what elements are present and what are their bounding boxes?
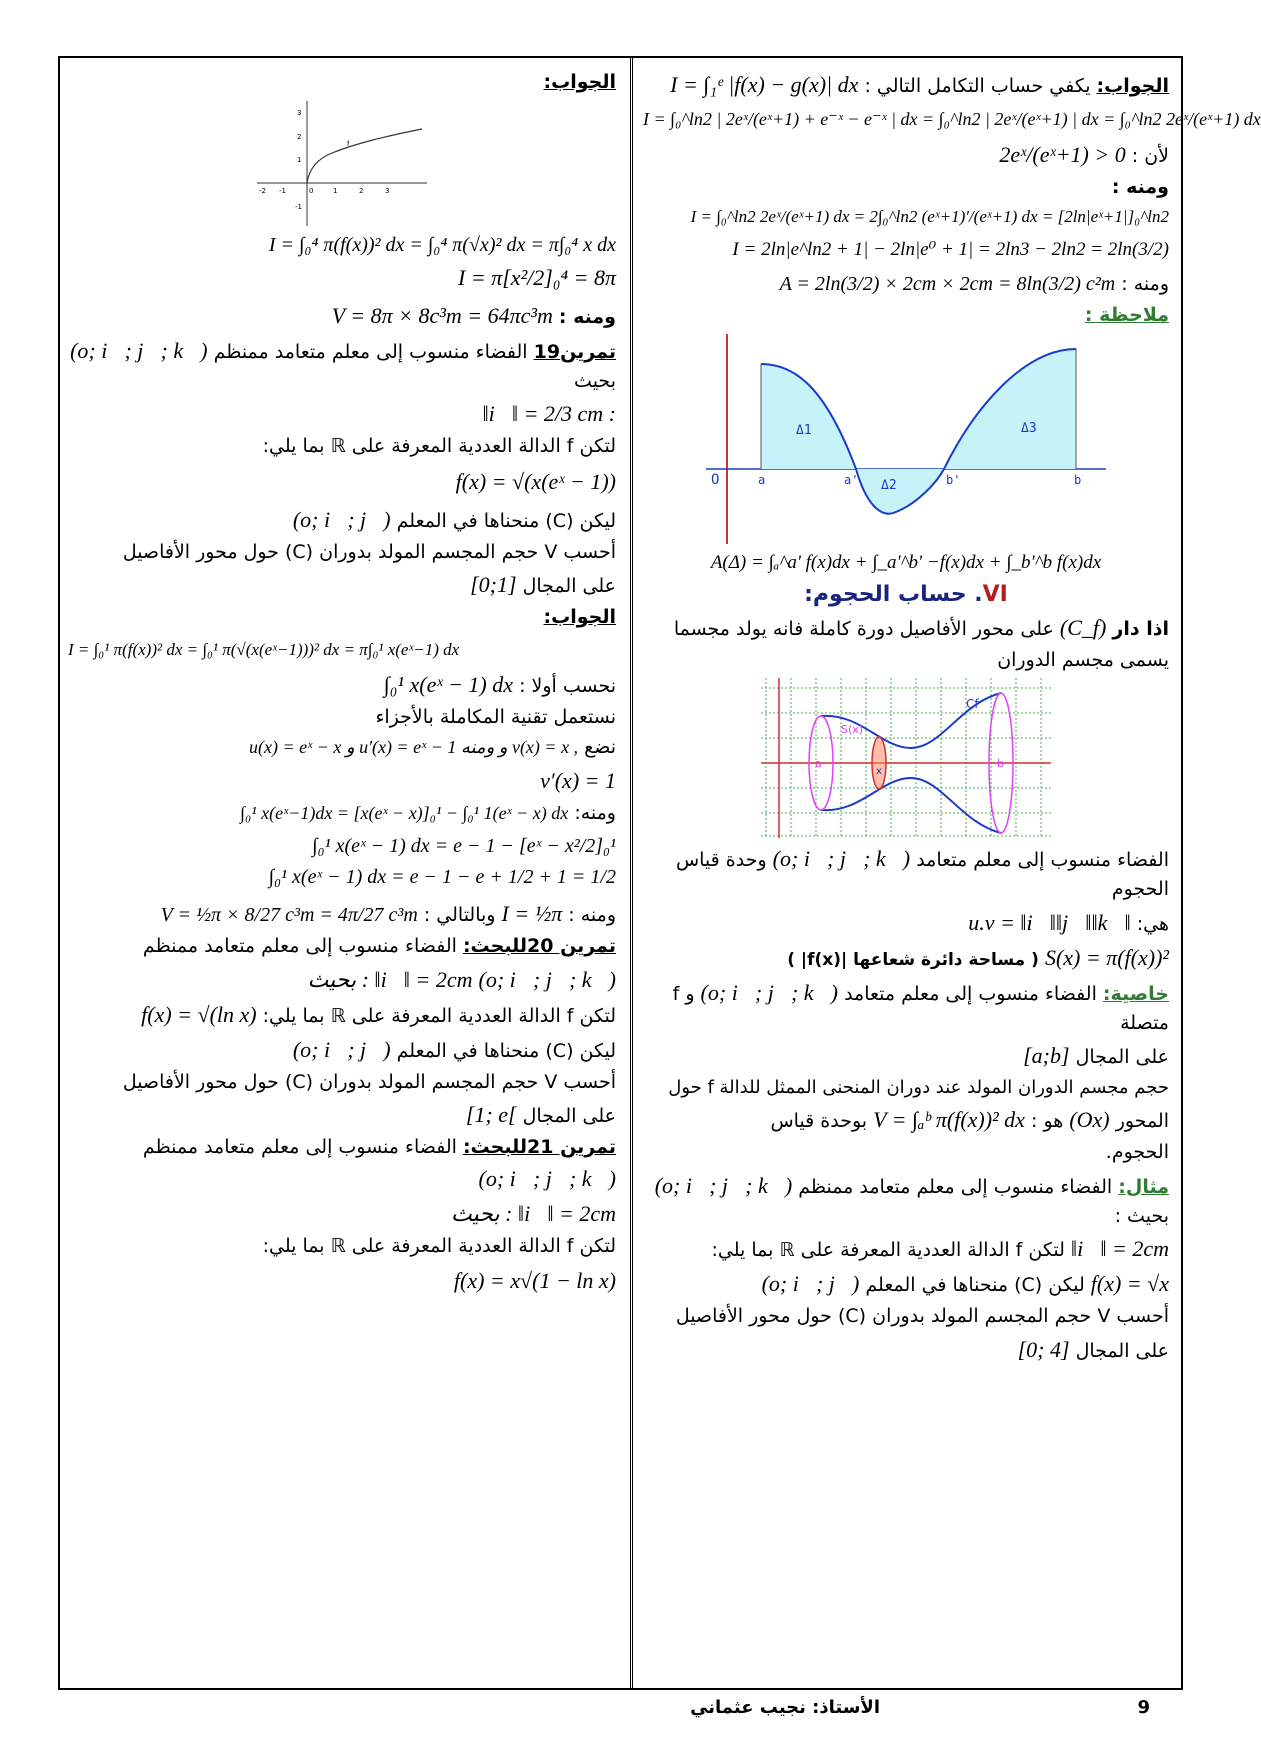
mini-curve-label: f	[347, 139, 350, 148]
ex19-text: الفضاء منسوب إلى معلم متعامد ممنظم	[213, 340, 528, 363]
ex21-frame: (o; i⃗; j⃗; k⃗)	[478, 1165, 616, 1191]
example-unit-line	[643, 1232, 1169, 1265]
disk-area-label: ( مساحة دائرة شعاعها |f(x)| )	[787, 949, 1039, 970]
left-therefore-line	[68, 299, 616, 332]
eq3: I = ∫₀^ln2 2eˣ/(eˣ+1) dx = 2∫₀^ln2 (eˣ+1)′/(eˣ+1) dx = [2ln|eˣ+1|]₀^ln2	[690, 206, 1169, 226]
property-line	[643, 976, 1169, 1038]
figure-label-cf: Cf	[966, 697, 979, 711]
ex19-first-compute: نحسب أولا :	[519, 674, 616, 697]
ex19-such-that: بحيث	[574, 369, 616, 392]
area-formula: A(Δ) = ∫ₐ^a' f(x)dx + ∫_a'^b' −f(x)dx + ∫_b'^b f(x)dx	[710, 551, 1102, 573]
left-eq2: I = π[x²/2]₀⁴ = 8π	[458, 264, 616, 290]
ex20-frame2: (o; i⃗; j⃗)	[292, 1036, 391, 1062]
area-graph	[706, 334, 1106, 544]
ex21-f: f(x) = x√(1 − ln x)	[453, 1268, 616, 1293]
ex20-frame: (o; i⃗; j⃗; k⃗)	[478, 966, 616, 992]
because-label: لأن :	[1131, 145, 1169, 167]
ex19-interval: [0;1]	[470, 572, 517, 597]
section-title-row: VI. حساب الحجوم:	[804, 581, 1008, 607]
page-number: 9	[1137, 1697, 1150, 1718]
author: الأستاذ: نجيب عثماني	[690, 1697, 880, 1718]
rotation-line2: يسمى مجسم الدوران	[997, 648, 1169, 671]
sqrt-mini-graph	[257, 101, 427, 226]
example-f-line	[643, 1267, 1169, 1300]
ex19-eq-d: ∫₀¹ x(eˣ − 1) dx = e − 1 − e + 1/2 + 1 = 1/2	[268, 866, 616, 888]
therefore-line	[643, 173, 1169, 230]
ex20-line	[68, 932, 616, 961]
area-label: ومنه :	[1121, 273, 1169, 295]
ex19-frame: (o; i⃗; j⃗; k⃗)	[70, 337, 208, 363]
ex21-line	[68, 1133, 616, 1195]
ex19-first-line	[68, 668, 616, 701]
unit-text: وحدة قياس الحجوم	[675, 849, 1169, 900]
ex19-interval-line	[68, 568, 616, 601]
ex19-let-f: لتكن f الدالة العددية المعرفة على ℝ بما يلي:	[262, 435, 616, 457]
example-compute: أحسب V حجم المجسم المولد بدوران (C) حول محور الأفاصيل	[675, 1305, 1169, 1327]
ex20-let-c: ليكن (C) منحناها في المعلم	[396, 1039, 616, 1062]
interval-ab-line	[643, 1039, 1169, 1072]
ex19-label: تمرين19	[533, 340, 616, 363]
label-delta2: Δ2	[881, 477, 897, 493]
ex19-compute: أحسب V حجم المجسم المولد بدوران (C) حول محور الأفاصيل	[122, 540, 616, 563]
ex19-eq-e: I = ½π	[501, 901, 563, 926]
volumes-word: الحجوم.	[1105, 1141, 1169, 1163]
region-delta3	[944, 349, 1076, 469]
footer	[60, 1697, 1180, 1729]
eq5: A = 2ln(3/2) × 2cm × 2cm = 8ln(3/2) c²m	[779, 273, 1116, 295]
if-label: اذا دار	[1112, 617, 1169, 640]
mini-y2: 2	[297, 132, 302, 141]
uv-eq: u.v = ‖i⃗‖‖j⃗‖‖k⃗‖	[968, 909, 1131, 935]
ex19-answer-line	[68, 603, 616, 632]
ex21-label: تمرين 21للبحث:	[462, 1136, 616, 1158]
note-line	[643, 301, 1169, 330]
ex20-interval: [1; e[	[465, 1102, 517, 1127]
ex19-answer-label: الجواب:	[543, 606, 616, 628]
ex19-line	[68, 334, 616, 396]
property-frame: (o; i⃗; j⃗; k⃗)	[700, 979, 839, 1005]
sx-line	[643, 941, 1169, 974]
ex20-on-interval: على المجال	[522, 1105, 616, 1127]
label-b: b	[1074, 472, 1082, 487]
example-let-c: ليكن (C) منحناها في المعلم	[865, 1274, 1085, 1296]
and-f-continuous: و f متصلة	[672, 982, 1169, 1034]
ex21-text: الفضاء منسوب إلى معلم متعامد ممنظم	[142, 1136, 457, 1158]
ex19-and-so: وبالتالي :	[423, 904, 496, 926]
note-label: ملاحظة :	[1084, 304, 1169, 326]
is-label: هي:	[1136, 912, 1169, 935]
mini-x3: 3	[385, 186, 390, 195]
figure-label-a: a	[815, 757, 822, 770]
answer1-label: الجواب:	[1096, 75, 1169, 97]
ex19-eq-b: ∫₀¹ x(eˣ−1)dx = [x(eˣ − x)]₀¹ − ∫₀¹ 1(eˣ − x) dx	[240, 802, 569, 823]
ex19-eq-c: ∫₀¹ x(eˣ − 1) dx = e − 1 − [eˣ − x²/2]₀¹	[312, 835, 616, 857]
figure-section-disk	[872, 737, 886, 789]
volume-def-line: حجم مجسم الدوران المولد عند دوران المنحنى الممثل للدالة f حول	[668, 1077, 1169, 1098]
left-answer-line	[68, 68, 616, 97]
cf-symbol: (C_f)	[1059, 614, 1107, 640]
space-line	[643, 842, 1169, 904]
ex19-final-line	[68, 897, 616, 930]
ex19-frame2: (o; i⃗; j⃗)	[292, 506, 391, 532]
ex19-vprime: v′(x) = 1	[540, 767, 616, 793]
mini-x0: 0	[309, 186, 314, 195]
example-unit: ‖i⃗‖ = 2cm	[1070, 1236, 1169, 1261]
mini-curve	[307, 129, 422, 183]
ex20-f: f(x) = √(ln x)	[141, 1001, 257, 1027]
section-title: حساب الحجوم:	[804, 581, 967, 607]
example-label: مثال:	[1118, 1175, 1169, 1198]
eq2: I = ∫₀^ln2 | 2eˣ/(eˣ+1) + e⁻ˣ − e⁻ˣ | dx = ∫₀^ln2 | 2eˣ/(eˣ+1) | dx = ∫₀^ln2 2eˣ/(eˣ+1) dx	[643, 109, 1261, 129]
example-such-that: بحيث :	[1114, 1204, 1169, 1227]
mini-y3: 3	[297, 108, 302, 117]
ex19-therefore2: ومنه:	[574, 801, 616, 824]
label-a: a	[758, 472, 766, 487]
interval-ab: [a;b]	[1023, 1043, 1070, 1068]
label-a-prime: a'	[844, 472, 859, 487]
example-interval-line	[643, 1333, 1169, 1366]
answer1-eq: I = ∫₁ᵉ |f(x) − g(x)| dx	[670, 72, 859, 97]
ex19-on-interval: على المجال	[522, 575, 616, 597]
axis-text: المحور	[1115, 1110, 1169, 1132]
mini-x1: 1	[333, 186, 338, 195]
region-delta1	[761, 364, 856, 469]
mini-ym1: -1	[295, 202, 302, 211]
example-f: f(x) = √x	[1090, 1271, 1169, 1296]
ex20-f-line	[68, 998, 616, 1031]
frame3: (o; i⃗; j⃗; k⃗)	[772, 846, 911, 871]
figure-label-x: x	[876, 766, 882, 777]
ex19-vprime-line	[68, 764, 616, 797]
example-frame: (o; i⃗; j⃗; k⃗)	[654, 1172, 793, 1198]
example-let-f: لتكن f الدالة العددية المعرفة على ℝ بما يلي:	[711, 1239, 1065, 1261]
label-delta1: Δ1	[796, 422, 812, 438]
figure-label-sx: S(x)	[841, 723, 864, 736]
graph-y-axis	[726, 334, 728, 544]
ex20-text: الفضاء منسوب إلى معلم متعامد ممنظم	[142, 935, 457, 957]
region-delta2	[856, 469, 944, 514]
ex20-let-c-line	[68, 1033, 616, 1066]
rotation-line	[643, 611, 1169, 644]
ex19-let-c-line	[68, 503, 616, 536]
ex20-unit: بحيث : ‖i⃗‖ = 2cm	[307, 966, 473, 992]
ex21-unit-line	[68, 1197, 616, 1230]
left-therefore-label: ومنه :	[558, 305, 616, 328]
ex19-unit-line	[68, 397, 616, 430]
ex19-let-c: ليكن (C) منحناها في المعلم	[396, 509, 616, 532]
example-on-interval: على المجال	[1075, 1339, 1169, 1362]
ex19-parts-eq: u(x) = eˣ − x و u′(x) = eˣ − 1 و ومنه v(x) = x ,	[249, 737, 579, 757]
figure-label-b: b	[997, 757, 1004, 770]
ex20-interval-line	[68, 1098, 616, 1131]
ex21-unit: بحيث : ‖i⃗‖ = 2cm	[451, 1200, 616, 1226]
property-text: الفضاء منسوب إلى معلم متعامد	[844, 982, 1097, 1005]
left-eq3: V = 8π × 8c³m = 64πc³m	[331, 302, 553, 328]
uv-line	[643, 906, 1169, 939]
volume-unit: بوحدة قياس	[770, 1110, 868, 1132]
figure-lower-curve	[821, 778, 1001, 833]
left-eq1: I = ∫₀⁴ π(f(x))² dx = ∫₀⁴ π(√x)² dx = π∫₀⁴ x dx	[268, 233, 616, 256]
rotation-text: على محور الأفاصيل دورة كاملة فانه يولد مجسما	[673, 617, 1054, 640]
because-eq: 2eˣ/(eˣ+1) > 0	[999, 142, 1126, 167]
is-text: هو :	[1031, 1110, 1064, 1132]
solid-of-revolution-figure	[761, 678, 1051, 838]
ex19-eq-f: V = ½π × 8/27 c³m = 4π/27 c³m	[160, 904, 418, 926]
label-b-prime: b'	[946, 472, 961, 487]
example-line	[643, 1169, 1169, 1231]
ex20-let-f: لتكن f الدالة العددية المعرفة على ℝ بما يلي:	[262, 1004, 616, 1027]
ex19-eq-a: I = ∫₀¹ π(f(x))² dx = ∫₀¹ π(√(x(eˣ−1)))² dx = π∫₀¹ x(eˣ−1) dx	[68, 639, 460, 659]
ex19-parts-line	[68, 733, 616, 762]
example-frame2: (o; i⃗; j⃗)	[761, 1271, 860, 1296]
on-interval-label: على المجال	[1075, 1046, 1169, 1068]
volume-eq: V = ∫ₐᵇ π(f(x))² dx	[873, 1107, 1025, 1132]
space-text: الفضاء منسوب إلى معلم متعامد	[916, 849, 1169, 871]
ex19-first-eq: ∫₀¹ x(eˣ − 1) dx	[383, 671, 514, 697]
therefore-label: ومنه :	[1111, 176, 1169, 198]
ex19-therefore3: ومنه :	[568, 904, 616, 926]
ex19-set-text: نضع	[584, 736, 616, 758]
eq4: I = 2ln|e^ln2 + 1| − 2ln|e⁰ + 1| = 2ln3 − 2ln2 = 2ln(3/2)	[732, 239, 1169, 260]
label-origin: O	[711, 471, 720, 488]
ex19-parts-text: نستعمل تقنية المكاملة بالأجزاء	[375, 705, 616, 728]
answer1-line	[643, 68, 1169, 101]
ox-symbol: (Ox)	[1069, 1107, 1110, 1132]
area-line	[643, 269, 1169, 299]
ex20-compute: أحسب V حجم المجسم المولد بدوران (C) حول محور الأفاصيل	[122, 1070, 616, 1093]
volume-eq-line	[643, 1103, 1169, 1136]
ex20-label: تمرين 20للبحث:	[462, 935, 616, 957]
sx-eq: S(x) = π(f(x))²	[1044, 944, 1169, 970]
example-interval: [0; 4]	[1017, 1336, 1070, 1362]
mini-xm2: -2	[259, 186, 266, 195]
section-number: VI	[982, 581, 1008, 607]
mini-xm1: -1	[279, 186, 286, 195]
mini-y1: 1	[297, 155, 302, 164]
left-column	[60, 58, 628, 1688]
right-column	[630, 58, 1261, 1688]
property-label: خاصية:	[1102, 982, 1169, 1005]
ex19-therefore2-line	[68, 799, 616, 828]
answer1-text: يكفي حساب التكامل التالي :	[864, 75, 1091, 97]
left-answer-label: الجواب:	[543, 71, 616, 93]
mini-x2: 2	[359, 186, 364, 195]
ex20-frame-line	[68, 963, 616, 996]
ex19-f: f(x) = √(x(eˣ − 1))	[455, 468, 616, 494]
ex21-let-f: لتكن f الدالة العددية المعرفة على ℝ بما يلي:	[262, 1234, 616, 1257]
because-line	[643, 138, 1169, 171]
example-text: الفضاء منسوب إلى معلم متعامد ممنظم	[798, 1175, 1113, 1198]
ex19-unit: ‖i⃗‖ = 2/3 cm :	[482, 401, 616, 426]
label-delta3: Δ3	[1021, 420, 1037, 436]
